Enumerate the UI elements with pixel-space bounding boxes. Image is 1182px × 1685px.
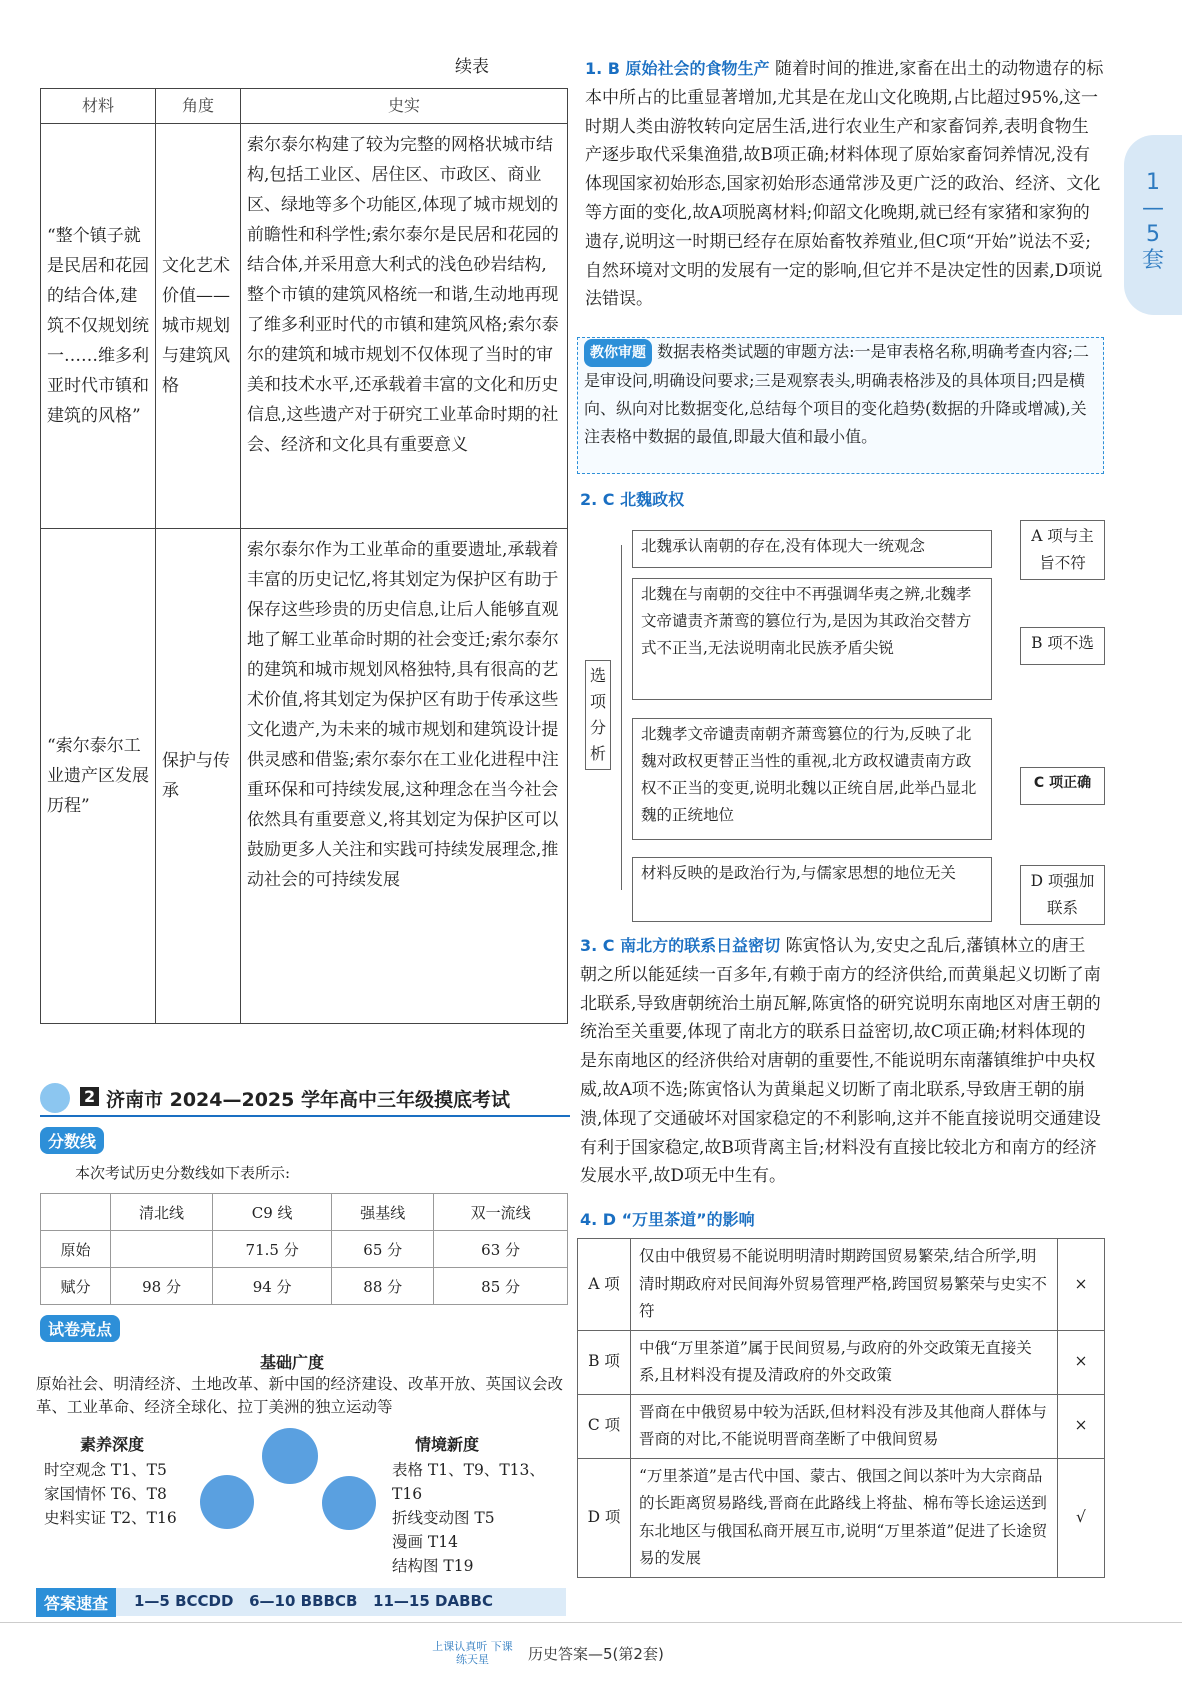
angle-cell: 保护与传承 <box>156 529 241 1024</box>
score-cell: 94 分 <box>213 1268 332 1305</box>
depth-item: 史料实证 T2、T16 <box>44 1509 177 1527</box>
q4-table <box>577 1238 1105 1578</box>
exam-title: 济南市 2024—2025 学年高中三年级摸底考试 <box>106 1089 510 1111</box>
q2-box: 北魏孝文帝谴责南朝齐萧鸾篡位的行为,反映了北魏对政权更替正当性的重视,北方政权谴责南方政权不正当的变更,说明北魏以正统自居,此举凸显北魏的正统地位 <box>632 718 992 840</box>
score-table <box>40 1193 568 1305</box>
score-tag: 分数线 <box>40 1127 104 1154</box>
chat-icon <box>322 1476 376 1530</box>
q1-block <box>585 55 1105 314</box>
q3-block <box>580 932 1102 1191</box>
q3-head: 3. C 南北方的联系日益密切 <box>580 936 781 955</box>
footer-text: 历史答案—5(第2套) <box>528 1645 664 1663</box>
star-logo-icon <box>40 1083 70 1113</box>
bracket-line <box>621 545 622 890</box>
score-header <box>41 1194 111 1231</box>
breadth-title: 基础广度 <box>260 1353 325 1372</box>
breadth-text: 原始社会、明清经济、土地改革、新中国的经济建设、改革开放、英国议会改革、工业革命、经济全球化、拉丁美洲的独立运动等 <box>36 1375 564 1416</box>
score-header: 清北线 <box>111 1194 213 1231</box>
novelty-item: 表格 T1、T9、T13、T16 <box>392 1461 545 1503</box>
location-pin-icon <box>200 1475 254 1529</box>
q4-text: 中俄“万里茶道”属于民间贸易,与政府的外交政策无直接关系,且材料没有提及清政府的外交政策 <box>631 1330 1058 1394</box>
q4-label: B 项 <box>578 1330 631 1394</box>
angle-cell: 文化艺术价值——城市规划与建筑风格 <box>156 124 241 529</box>
exam-header <box>40 1083 570 1117</box>
score-cell: 88 分 <box>332 1268 434 1305</box>
novelty-item: 折线变动图 T5 <box>392 1509 495 1527</box>
q2-box: 北魏在与南朝的交往中不再强调华夷之辨,北魏孝文帝谴责齐萧鸾的篡位行为,是因为其政治交替方式不正当,无法说明南北民族矛盾尖锐 <box>632 578 992 700</box>
footer-logo: 上课认真听 下课练天星 <box>432 1640 513 1666</box>
q4-mark: √ <box>1058 1458 1105 1577</box>
highlight-tag: 试卷亮点 <box>40 1315 120 1342</box>
novelty-list <box>392 1458 567 1578</box>
novelty-title: 情境新度 <box>415 1435 480 1454</box>
depth-list <box>44 1458 177 1530</box>
score-cell: 原始 <box>41 1231 111 1268</box>
material-cell: “索尔泰尔工业遗产区发展历程” <box>41 529 156 1024</box>
q1-head: 1. B 原始社会的食物生产 <box>585 59 770 78</box>
q2-verdict: B 项不选 <box>1020 627 1105 665</box>
q4-label: D 项 <box>578 1458 631 1577</box>
score-cell: 98 分 <box>111 1268 213 1305</box>
q2-verdict: D 项强加联系 <box>1020 865 1105 925</box>
q4-mark: × <box>1058 1239 1105 1331</box>
q2-side-label: 选项分析 <box>585 660 611 770</box>
depth-item: 时空观念 T1、T5 <box>44 1461 167 1479</box>
novelty-item: 漫画 T14 <box>392 1533 458 1551</box>
q4-text: “万里茶道”是古代中国、蒙古、俄国之间以茶叶为大宗商品的长距离贸易路线,晋商在此路线上将盐、棉布等长途运送到东北地区与俄国私商开展互市,说明“万里茶道”促进了长途贸易的发展 <box>631 1458 1058 1577</box>
tip-tag: 教你审题 <box>584 339 652 367</box>
material-cell: “整个镇子就是民居和花园的结合体,建筑不仅规划统一……维多利亚时代市镇和建筑的风格” <box>41 124 156 529</box>
q4-mark: × <box>1058 1330 1105 1394</box>
score-cell: 71.5 分 <box>213 1231 332 1268</box>
col-header: 角度 <box>156 89 241 124</box>
q4-label: C 项 <box>578 1394 631 1458</box>
q2-head: 2. C 北魏政权 <box>580 490 685 509</box>
gear-icon <box>262 1428 318 1484</box>
novelty-item: 结构图 T19 <box>392 1557 474 1575</box>
tip-body: 数据表格类试题的审题方法:一是审表格名称,明确考查内容;二是审设问,明确设问要求;三是观察表头,明确表格涉及的具体项目;四是横向、纵向对比数据变化,总结每个项目的变化趋势(数据的升降或增减),关注表格中数据的最值,即最大值和最小值。 <box>584 342 1089 446</box>
score-header: 双一流线 <box>434 1194 568 1231</box>
score-header: 强基线 <box>332 1194 434 1231</box>
score-cell: 65 分 <box>332 1231 434 1268</box>
depth-title: 素养深度 <box>80 1435 145 1454</box>
q4-head: 4. D “万里茶道”的影响 <box>580 1210 755 1229</box>
answer-key: 1—5 BCCDD 6—10 BBBCB 11—15 DABBC <box>134 1592 493 1610</box>
col-header: 材料 <box>41 89 156 124</box>
q2-box: 材料反映的是政治行为,与儒家思想的地位无关 <box>632 857 992 922</box>
score-header: C9 线 <box>213 1194 332 1231</box>
continued-label: 续表 <box>455 57 489 77</box>
side-tab: 1—5套 <box>1124 135 1182 315</box>
col-header: 史实 <box>241 89 568 124</box>
score-cell: 85 分 <box>434 1268 568 1305</box>
answer-bar <box>36 1588 566 1616</box>
score-cell: 63 分 <box>434 1231 568 1268</box>
score-cell <box>111 1231 213 1268</box>
fact-cell: 索尔泰尔构建了较为完整的网格状城市结构,包括工业区、居住区、市政区、商业区、绿地等多个功能区,体现了城市规划的前瞻性和科学性;索尔泰尔是民居和花园的结合体,并采用意大利式的浅色砂岩结构,整个市镇的建筑风格统一和谐,生动地再现了维多利亚时代的市镇和建筑风格;索尔泰尔的建筑和城市规划不仅体现了当时的审美和技术水平,还承载着丰富的文化和历史信息,这些遗产对于研究工业革命时期的社会、经济和文化具有重要意义 <box>241 124 568 529</box>
q1-body: 随着时间的推进,家畜在出土的动物遗存的标本中所占的比重显著增加,尤其是在龙山文化晚期,占比超过95%,这一时期人类由游牧转向定居生活,进行农业生产和家畜饲养,表明食物生产逐步取代采集渔猎,故B项正确;材料体现了原始家畜饲养情况,没有体现国家初始形态,国家初始形态通常涉及更广泛的政治、经济、文化等方面的变化,故A项脱离材料;仰韶文化晚期,就已经有家猪和家狗的遗存,说明这一时期已经存在原始畜牧养殖业,但C项“开始”说法不妥;自然环境对文明的发展有一定的影响,但它并不是决定性的因素,D项说法错误。 <box>585 59 1104 310</box>
q4-label: A 项 <box>578 1239 631 1331</box>
answer-tag: 答案速查 <box>36 1588 116 1617</box>
score-cell: 赋分 <box>41 1268 111 1305</box>
material-table <box>40 88 568 1024</box>
q2-verdict: A 项与主旨不符 <box>1020 520 1105 580</box>
tip-box <box>577 337 1104 474</box>
q2-box: 北魏承认南朝的存在,没有体现大一统观念 <box>632 530 992 568</box>
score-intro: 本次考试历史分数线如下表所示: <box>75 1164 291 1182</box>
q2-verdict: C 项正确 <box>1020 767 1105 805</box>
footer-divider <box>0 1622 1182 1623</box>
exam-number: 2 <box>80 1087 99 1106</box>
q4-mark: × <box>1058 1394 1105 1458</box>
q4-text: 仅由中俄贸易不能说明明清时期跨国贸易繁荣,结合所学,明清时期政府对民间海外贸易管理严格,跨国贸易繁荣与史实不符 <box>631 1239 1058 1331</box>
fact-cell: 索尔泰尔作为工业革命的重要遗址,承载着丰富的历史记忆,将其划定为保护区有助于保存这些珍贵的历史信息,让后人能够直观地了解工业革命时期的社会变迁;索尔泰尔的建筑和城市规划风格独特,具有很高的艺术价值,将其划定为保护区有助于传承这些文化遗产,为未来的城市规划和建筑设计提供灵感和借鉴;索尔泰尔在工业化进程中注重环保和可持续发展,这种理念在当今社会依然具有重要意义,将其划定为保护区可以鼓励更多人关注和实践可持续发展理念,推动社会的可持续发展 <box>241 529 568 1024</box>
q4-text: 晋商在中俄贸易中较为活跃,但材料没有涉及其他商人群体与晋商的对比,不能说明晋商垄断了中俄间贸易 <box>631 1394 1058 1458</box>
q3-body: 陈寅恪认为,安史之乱后,藩镇林立的唐王朝之所以能延续一百多年,有赖于南方的经济供给,而黄巢起义切断了南北联系,导致唐朝统治土崩瓦解,陈寅恪的研究说明东南地区对唐王朝的统治至关重要,体现了南北方的联系日益密切,故C项正确;材料体现的是东南地区的经济供给对唐朝的重要性,不能说明东南藩镇维护中央权威,故A项不选;陈寅恪认为黄巢起义切断了南北联系,导致唐王朝的崩溃,体现了交通破坏对国家稳定的不利影响,这并不能直接说明交通建设有利于国家稳定,故B项背离主旨;材料没有直接比较北方和南方的经济发展水平,故D项无中生有。 <box>580 936 1101 1187</box>
depth-item: 家国情怀 T6、T8 <box>44 1485 167 1503</box>
